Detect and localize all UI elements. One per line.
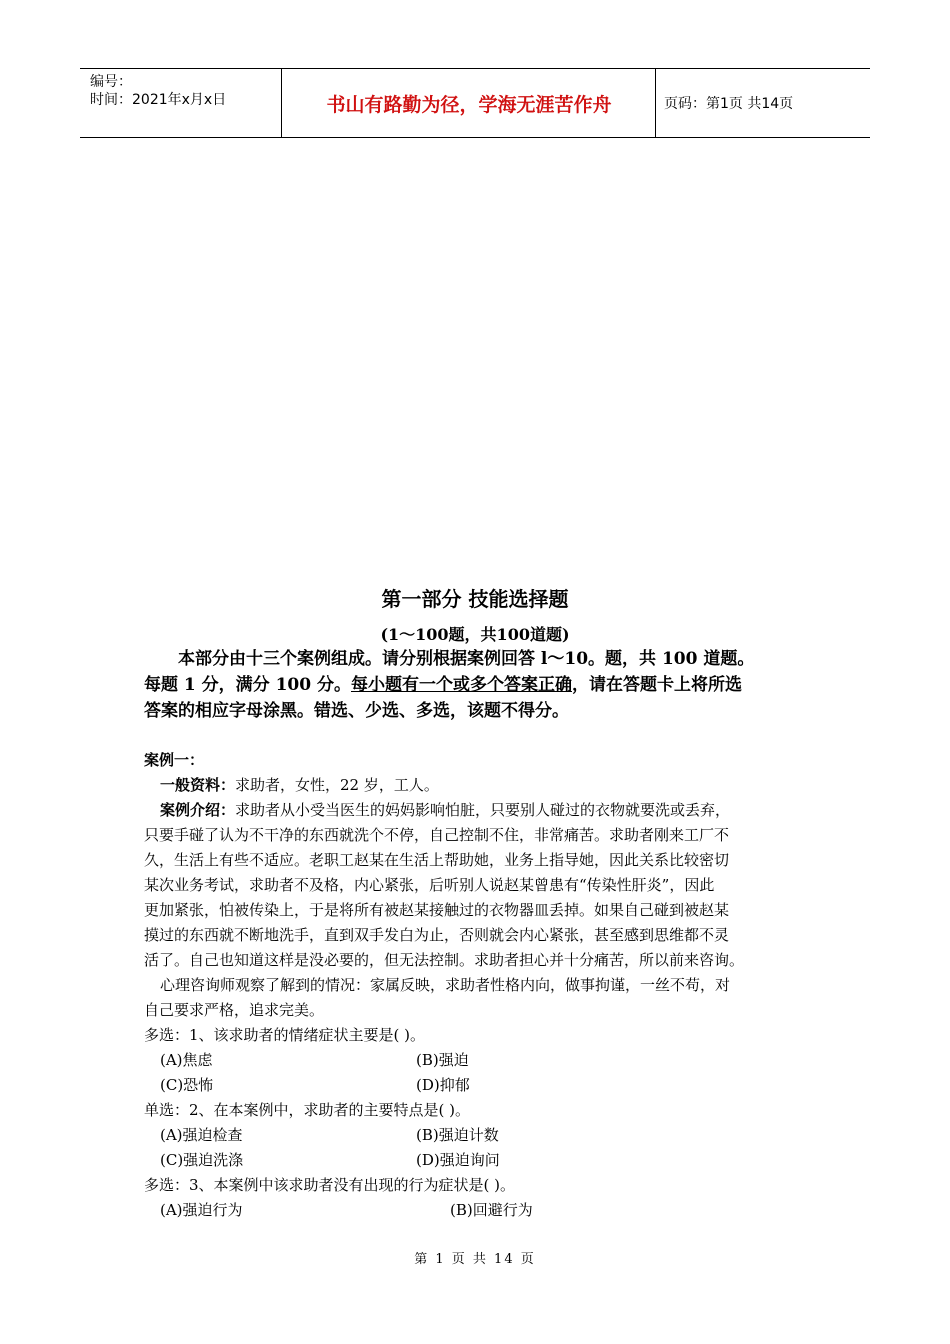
- option-c: (C)强迫洗涤: [160, 1151, 244, 1169]
- case-intro-line: 某次业务考试，求助者不及格，内心紧张，后听别人说赵某曾患有“传染性肝炎”，因此: [144, 876, 715, 894]
- option-row: [144, 1198, 814, 1223]
- option-a: (A)强迫行为: [160, 1201, 243, 1219]
- case-intro-line: 更加紧张，怕被传染上，于是将所有被赵某接触过的衣物器皿丢掉。如果自己碰到被赵某: [144, 901, 730, 919]
- intro-line-1: 本部分由十三个案例组成。请分别根据案例回答 l～10。题，共 100 道题。: [178, 649, 755, 669]
- header-page-label: 页码：第1页 共14页: [664, 96, 794, 112]
- section-subtitle: (1～100题，共100道题): [380, 625, 570, 644]
- section-title: 第一部分 技能选择题: [381, 587, 569, 611]
- header-motto: 书山有路勤为径，学海无涯苦作舟: [283, 69, 656, 137]
- observation-line: 自己要求严格，追求完美。: [144, 1001, 325, 1019]
- time-label: 时间：2021年x月x日: [90, 92, 227, 108]
- intro-line-2b: 每小题有一个或多个答案正确: [351, 675, 572, 695]
- option-b: (B)强迫计数: [416, 1126, 499, 1144]
- intro-line-3: 答案的相应字母涂黑。错选、少选、多选，该题不得分。: [144, 701, 569, 721]
- case-intro-text: 求助者从小受当医生的妈妈影响怕脏，只要别人碰过的衣物就要洗或丢弃，: [235, 801, 731, 819]
- intro-line-2: [144, 672, 814, 698]
- question-stem: 多选：3、本案例中该求助者没有出现的行为症状是( )。: [144, 1176, 516, 1194]
- section-intro: [144, 646, 814, 724]
- case-intro-line: [144, 798, 814, 823]
- header-table: [80, 68, 870, 138]
- option-b: (B)回避行为: [450, 1201, 533, 1219]
- general-info: [144, 773, 814, 798]
- option-row: [144, 1048, 814, 1073]
- option-row: [144, 1123, 814, 1148]
- option-d: (D)抑郁: [416, 1076, 470, 1094]
- observation-line: 心理咨询师观察了解到的情况：家属反映，求助者性格内向，做事拘谨，一丝不苟，对: [160, 976, 731, 994]
- option-d: (D)强迫询问: [416, 1151, 500, 1169]
- intro-line-2c: ，请在答题卡上将所选: [572, 675, 742, 695]
- case-intro-line: 久，生活上有些不适应。老职工赵某在生活上帮助她，业务上指导她，因此关系比较密切: [144, 851, 730, 869]
- number-label: 编号：: [90, 74, 132, 90]
- case-intro-line: 只要手碰了认为不干净的东西就洗个不停，自己控制不住，非常痛苦。求助者刚来工厂不: [144, 826, 730, 844]
- case-intro-line: 摸过的东西就不断地洗手，直到双手发白为止，否则就会内心紧张，甚至感到思维都不灵: [144, 926, 730, 944]
- case-intro-line: 活了。自己也知道这样是没必要的，但无法控制。求助者担心并十分痛苦，所以前来咨询。: [144, 951, 745, 969]
- option-b: (B)强迫: [416, 1051, 469, 1069]
- case-heading: 案例一：: [144, 751, 205, 769]
- header-meta: [80, 69, 282, 137]
- option-a: (A)焦虑: [160, 1051, 213, 1069]
- question-stem: 多选：1、该求助者的情绪症状主要是( )。: [144, 1026, 426, 1044]
- case-intro-label: 案例介绍：: [160, 801, 236, 819]
- question-stem: 单选：2、在本案例中，求助者的主要特点是( )。: [144, 1101, 471, 1119]
- option-row: [144, 1073, 814, 1098]
- option-row: [144, 1148, 814, 1173]
- option-c: (C)恐怖: [160, 1076, 214, 1094]
- page-footer: 第 1 页 共 14 页: [414, 1252, 536, 1267]
- intro-line-2a: 每题 1 分，满分 100 分。: [144, 675, 351, 695]
- option-a: (A)强迫检查: [160, 1126, 243, 1144]
- case-body: [144, 748, 814, 1223]
- general-text: 求助者，女性，22 岁，工人。: [235, 776, 439, 794]
- general-label: 一般资料：: [160, 776, 236, 794]
